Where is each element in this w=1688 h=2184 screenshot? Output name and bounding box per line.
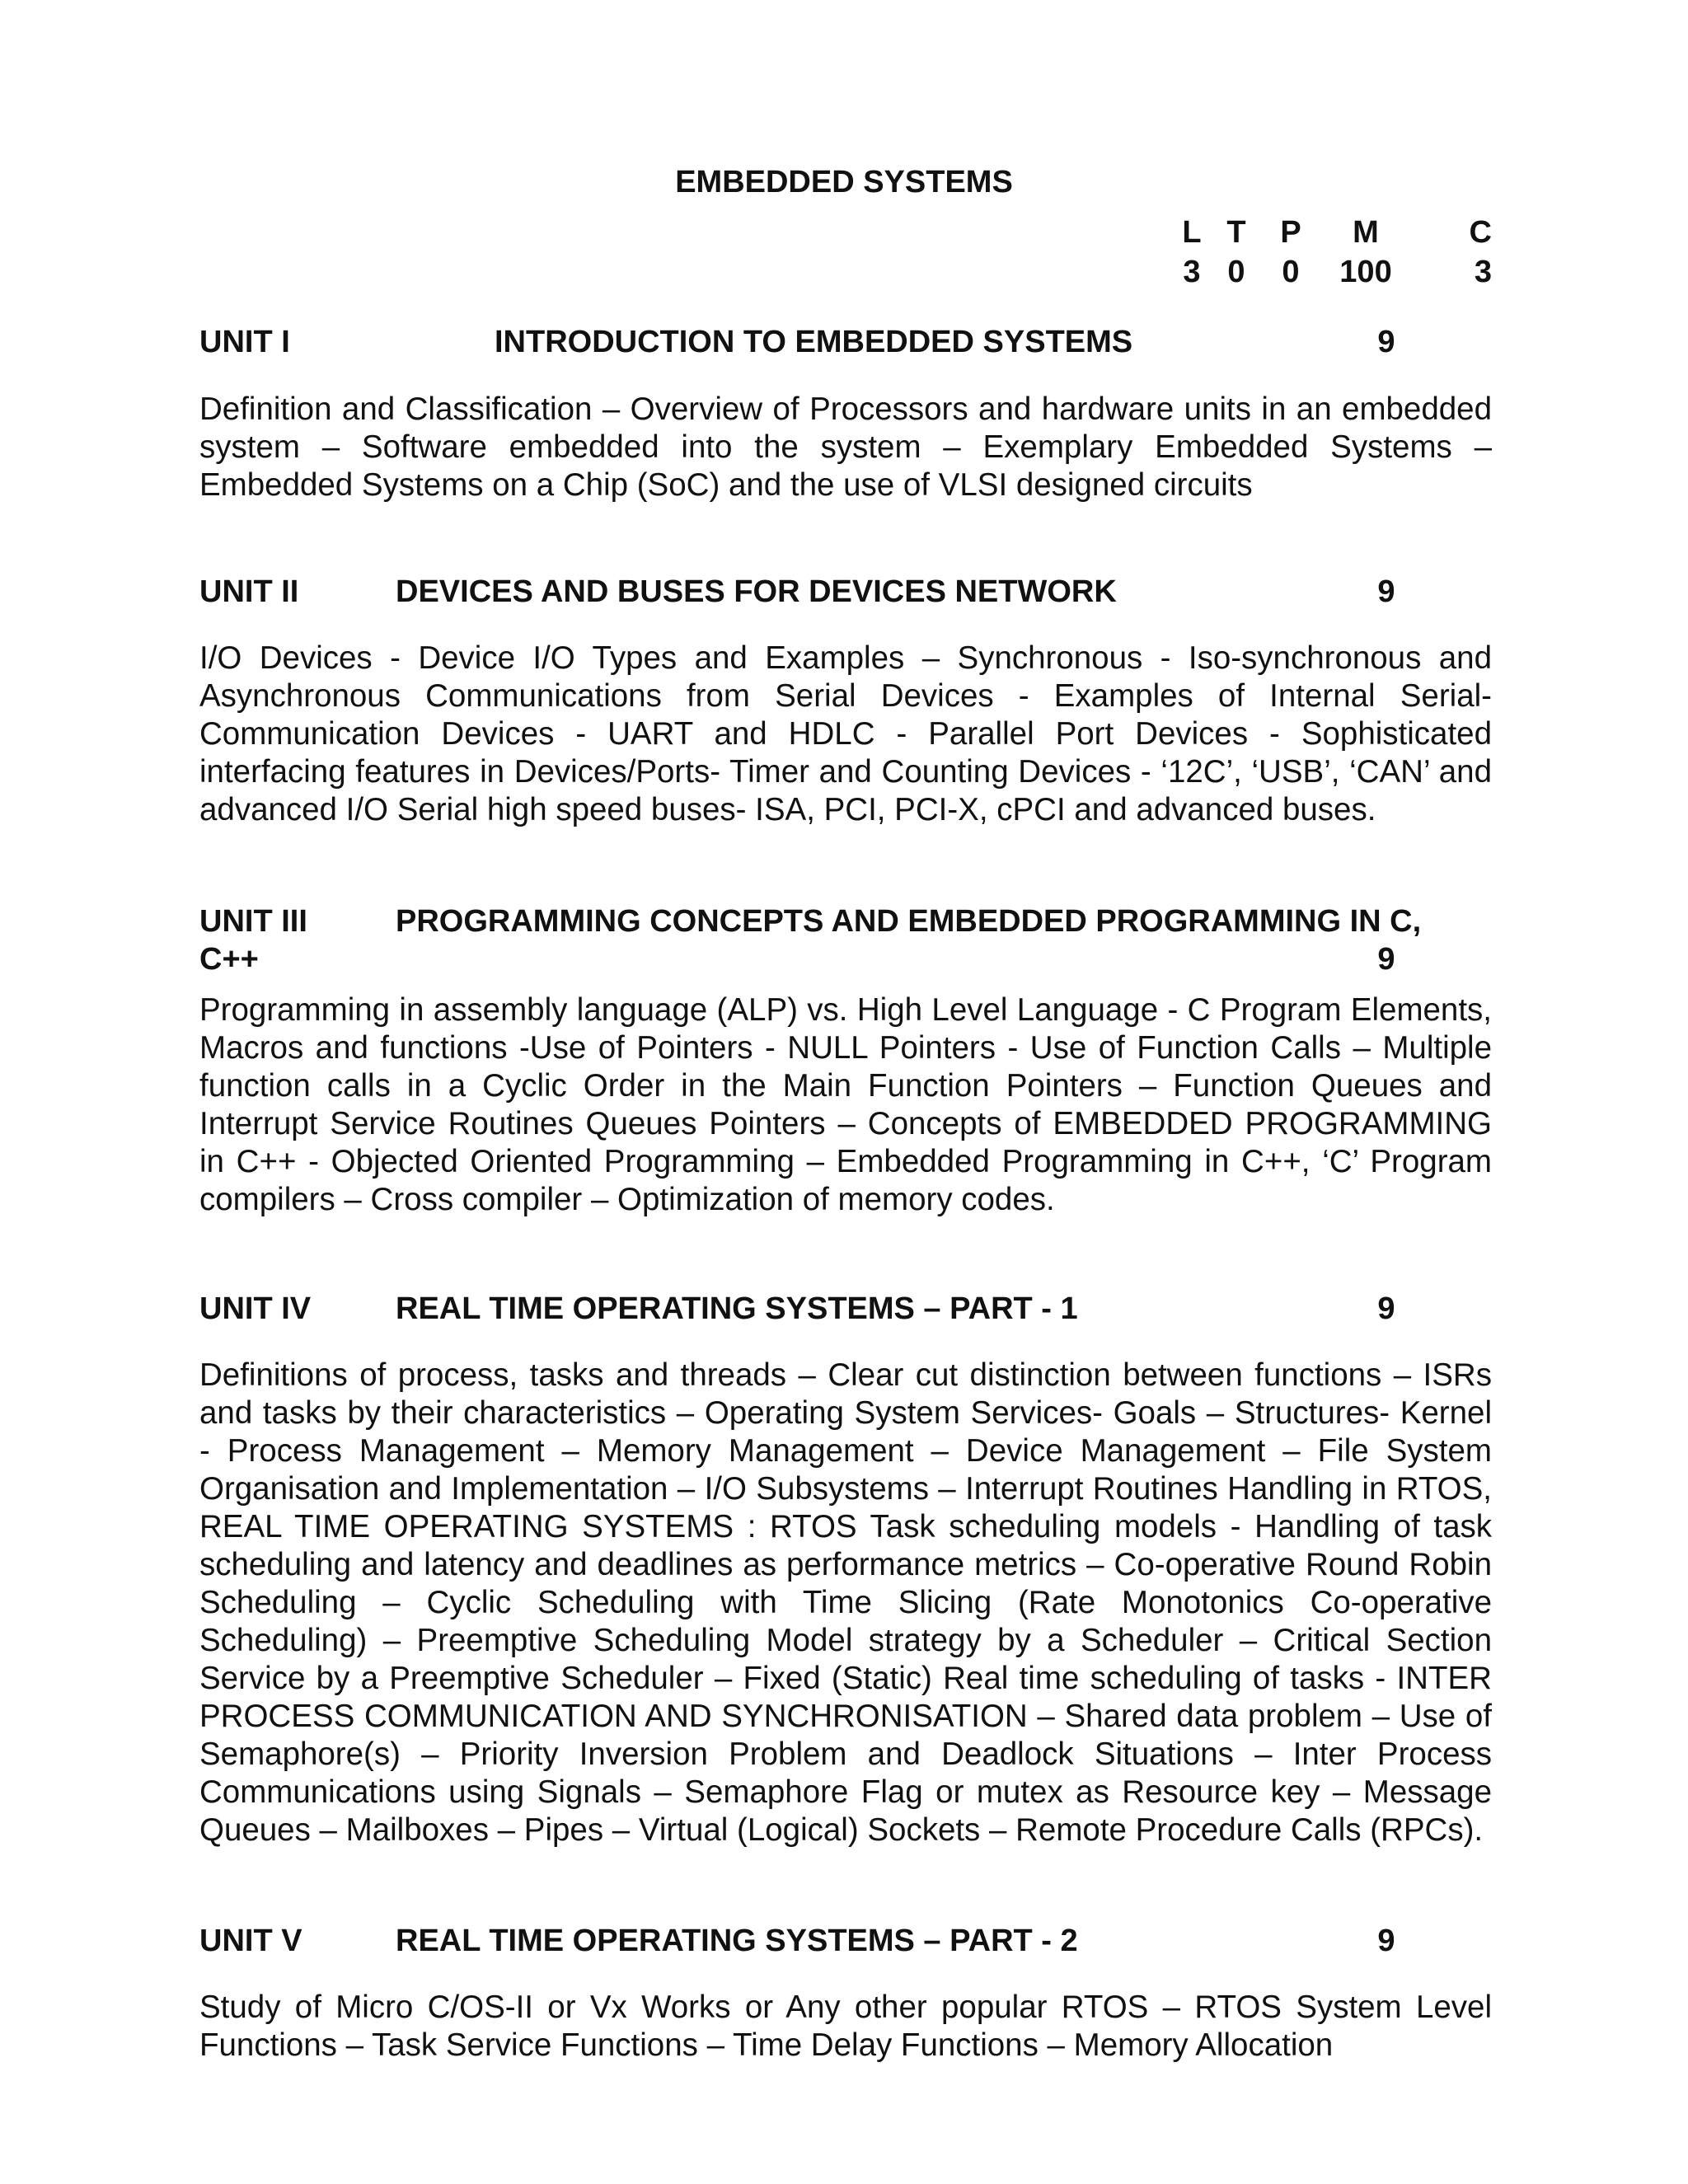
- credits-values-row: [1175, 252, 1492, 292]
- unit-3-heading: [199, 902, 1492, 978]
- unit-1-content: Definition and Classification – Overview of Processors and hardware units in an embedded system – Software embedded into the system – Exemplary Embedded Systems – Embedded Systems on a Chip (SoC) and the use of VLSI designed circuits: [199, 391, 1492, 503]
- unit-5-content: Study of Micro C/OS-II or Vx Works or Any other popular RTOS – RTOS System Level Functions – Task Service Functions – Time Delay Functions – Memory Allocation: [199, 1990, 1492, 2063]
- credits-header-p: P: [1280, 214, 1301, 250]
- unit-5-number: UNIT V: [199, 1924, 302, 1958]
- unit-5-title: REAL TIME OPERATING SYSTEMS – PART - 2: [396, 1924, 1078, 1958]
- unit-2-title: DEVICES AND BUSES FOR DEVICES NETWORK: [396, 574, 1117, 609]
- unit-5-hours: 9: [1377, 1924, 1395, 1958]
- credits-header-m: M: [1353, 214, 1379, 250]
- credits-header-row: [1175, 213, 1492, 252]
- unit-2-heading: [199, 573, 1492, 611]
- unit-4-content: Definitions of process, tasks and threads – Clear cut distinction between functions – ISRs and tasks by their characteristics – Operating System Services- Goals – Structures- Kernel - Process Management – Memory Management – Device Management – File System Organisation and Implementation – I/O Subsystems – Interrupt Routines Handling in RTOS, REAL TIME OPERATING SYSTEMS : RTOS Task scheduling models - Handling of task scheduling and latency and deadlines as performance metrics – Co-operative Round Robin Scheduling – Cyclic Scheduling with Time Slicing (Rate Monotonics Co-operative Scheduling) – Preemptive Scheduling Model strategy by a Scheduler – Critical Section Service by a Preemptive Scheduler – Fixed (Static) Real time scheduling of tasks - INTER PROCESS COMMUNICATION AND SYNCHRONISATION – Shared data problem – Use of Semaphore(s) – Priority Inversion Problem and Deadlock Situations – Inter Process Communications using Signals – Semaphore Flag or mutex as Resource key – Message Queues – Mailboxes – Pipes – Virtual (Logical) Sockets – Remote Procedure Calls (RPCs).: [199, 1357, 1492, 1848]
- unit-3-content: Programming in assembly language (ALP) vs. High Level Language - C Program Elements, Macros and functions -Use of Pointers - NULL Pointers - Use of Function Calls – Multiple function calls in a Cyclic Order in the Main Function Pointers – Function Queues and Interrupt Service Routines Queues Pointers – Concepts of EMBEDDED PROGRAMMING in C++ - Objected Oriented Programming – Embedded Programming in C++, ‘C’ Program compilers – Cross compiler – Optimization of memory codes.: [199, 992, 1492, 1217]
- credits-value-c: 3: [1474, 254, 1492, 289]
- unit-1-number: UNIT I: [199, 325, 290, 359]
- unit-3-hours: 9: [1377, 942, 1395, 977]
- credits-value-m: 100: [1339, 254, 1392, 289]
- credits-value-t: 0: [1227, 254, 1245, 289]
- credits-header-c: C: [1469, 214, 1492, 250]
- unit-2-number: UNIT II: [199, 574, 299, 609]
- credits-table: [1175, 213, 1492, 292]
- unit-1-hours: 9: [1377, 325, 1395, 359]
- unit-4-number: UNIT IV: [199, 1291, 312, 1326]
- credits-header-t: T: [1226, 214, 1246, 250]
- unit-3-number: UNIT III: [199, 904, 307, 939]
- unit-2-hours: 9: [1377, 574, 1395, 609]
- unit-2-content: I/O Devices - Device I/O Types and Examples – Synchronous - Iso-synchronous and Asynchronous Communications from Serial Devices - Examples of Internal Serial-Communication Devices - UART and HDLC - Parallel Port Devices - Sophisticated interfacing features in Devices/Ports- Timer and Counting Devices - ‘12C’, ‘USB’, ‘CAN’ and advanced I/O Serial high speed buses- ISA, PCI, PCI-X, cPCI and advanced buses.: [199, 640, 1492, 827]
- unit-1-heading: [199, 323, 1492, 361]
- unit-1-title: INTRODUCTION TO EMBEDDED SYSTEMS: [495, 325, 1133, 359]
- unit-5-heading: [199, 1922, 1492, 1960]
- unit-3-title-line-2: C++: [199, 942, 259, 977]
- credits-header-l: L: [1182, 214, 1202, 250]
- unit-4-hours: 9: [1377, 1291, 1395, 1326]
- course-title: EMBEDDED SYSTEMS: [675, 165, 1013, 199]
- unit-4-heading: [199, 1290, 1492, 1328]
- unit-4-title: REAL TIME OPERATING SYSTEMS – PART - 1: [396, 1291, 1078, 1326]
- credits-value-p: 0: [1282, 254, 1300, 289]
- credits-value-l: 3: [1183, 254, 1201, 289]
- unit-3-title-line-1: PROGRAMMING CONCEPTS AND EMBEDDED PROGRAMMING IN C,: [396, 904, 1422, 939]
